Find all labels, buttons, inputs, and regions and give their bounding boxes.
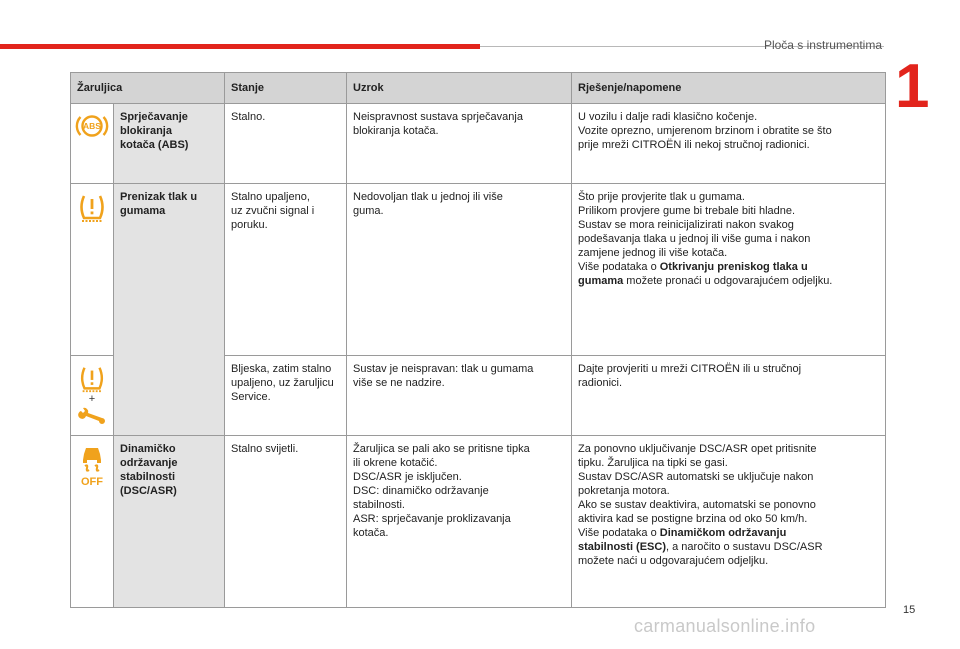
svg-text:OFF: OFF <box>81 476 103 488</box>
state-cell: Stalno upaljeno, uz zvučni signal i poruku. <box>225 184 347 356</box>
column-header: Stanje <box>225 73 347 104</box>
column-header: Žaruljica <box>71 73 225 104</box>
cause-cell: Sustav je neispravan: tlak u gumama više se ne nadzire. <box>347 356 572 436</box>
light-name: Dinamičko održavanje stabilnosti (DSC/ASR) <box>114 436 225 608</box>
icon-cell <box>71 104 114 184</box>
cause-cell: Neispravnost sustava sprječavanja blokiranja kotača. <box>347 104 572 184</box>
tyre-pressure-warning-icon <box>75 364 109 394</box>
cause-cell: Žaruljica se pali ako se pritisne tipka ili okrene kotačić. DSC/ASR je isključen. DSC: dinamičko održavanje stabilnosti. ASR: sprječavanje proklizavanja kotača. <box>347 436 572 608</box>
tyre-pressure-warning-icon <box>75 192 109 224</box>
table-row <box>71 104 886 184</box>
light-name: Sprječavanje blokiranja kotača (ABS) <box>114 104 225 184</box>
state-cell: Stalno. <box>225 104 347 184</box>
state-cell: Bljeska, zatim stalno upaljeno, uz žaruljicu Service. <box>225 356 347 436</box>
icon-cell <box>71 436 114 608</box>
icon-cell <box>71 356 114 436</box>
solution-cell: U vozilu i dalje radi klasično kočenje. Vozite oprezno, umjerenom brzinom i obratite se što prije mreži CITROËN ili nekoj stručnoj radionici. <box>572 104 886 184</box>
dsc-asr-off-icon <box>75 444 109 488</box>
table-header-row <box>71 73 886 104</box>
svg-text:ABS: ABS <box>83 121 101 132</box>
state-cell: Stalno svijetli. <box>225 436 347 608</box>
column-header: Uzrok <box>347 73 572 104</box>
column-header: Rješenje/napomene <box>572 73 886 104</box>
page-number: 15 <box>903 604 916 616</box>
solution-cell: Za ponovno uključivanje DSC/ASR opet pritisnite tipku. Žaruljica na tipki se gasi. Sustav DSC/ASR automatski se uključuje nakon pokretanja motora. Ako se sustav deaktivira, automatski se ponovno aktivira kad se postigne brzina od oko 50 km/h. Više podataka o Dinamičkom održavanju stabilnosti (ESC), a naročito o sustavu DSC/ASR možete naći u odgovarajućem odjeljku. <box>572 436 886 608</box>
solution-cell: Dajte provjeriti u mreži CITROËN ili u stručnoj radionici. <box>572 356 886 436</box>
warning-lights-table <box>70 72 886 608</box>
plus-sign: + <box>88 393 96 405</box>
table-row <box>71 436 886 608</box>
watermark: carmanualsonline.info <box>634 616 816 636</box>
light-name: Prenizak tlak u gumama <box>114 184 225 436</box>
section-title: Ploča s instrumentima <box>763 38 882 52</box>
solution-cell: Što prije provjerite tlak u gumama. Prilikom provjere gume bi trebale biti hladne. Sustav se mora reinicijalizirati nakon svakog podešavanja tlaka u jednoj ili više guma i nakon zamjene jednog ili više kotača. Više podataka o Otkrivanju preniskog tlaka u gumama možete pronaći u odgovarajućem odjeljku. <box>572 184 886 356</box>
icon-cell <box>71 184 114 356</box>
table-row <box>71 184 886 356</box>
cause-cell: Nedovoljan tlak u jednoj ili više guma. <box>347 184 572 356</box>
chapter-number: 1 <box>895 52 930 121</box>
header-accent-bar <box>0 44 480 49</box>
abs-warning-icon <box>75 112 109 140</box>
service-wrench-icon <box>75 405 109 427</box>
